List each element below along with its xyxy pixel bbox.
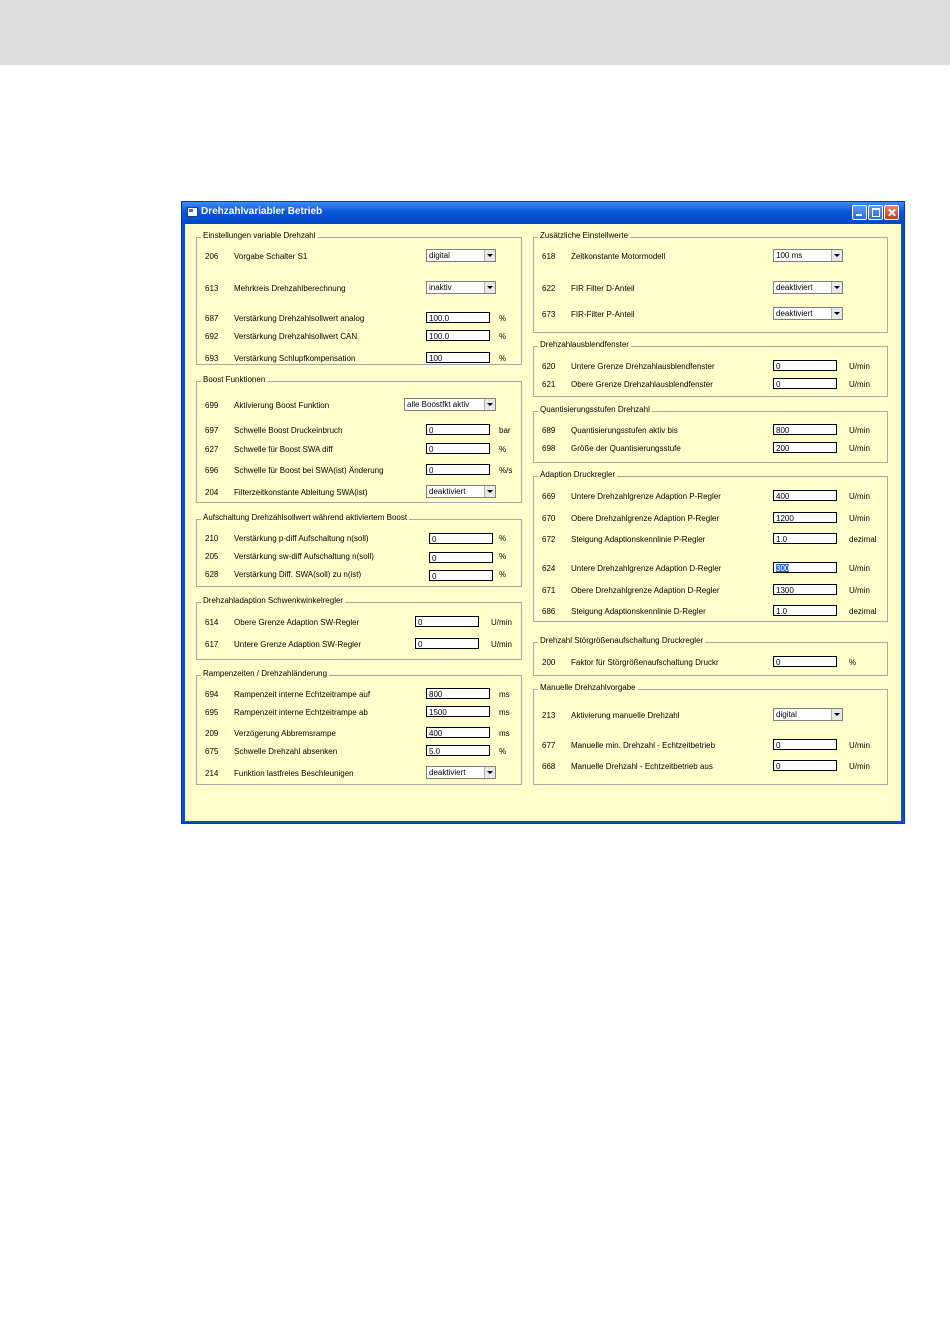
param-label: Rampenzeit interne Echtzeitrampe auf: [234, 690, 371, 699]
param-row-696: [205, 464, 515, 478]
param-label: Verstärkung Diff. SWA(soll) zu n(ist): [234, 570, 362, 579]
chevron-down-icon[interactable]: [831, 250, 842, 261]
group-manuelle-drehzahlvorgabe: [533, 683, 888, 785]
param-number: 677: [542, 741, 556, 750]
param-label: Rampenzeit interne Echtzeitrampe ab: [234, 708, 368, 717]
param-row-620: [542, 360, 882, 374]
param-unit: %: [499, 354, 507, 363]
param-unit: U/min: [849, 514, 870, 523]
param-row-205: [205, 550, 515, 564]
verstaerkung-can-input[interactable]: 100.0: [426, 330, 490, 341]
fir-p-anteil-dropdown[interactable]: [773, 307, 843, 320]
param-number: 694: [205, 690, 219, 699]
param-row-213: [542, 709, 882, 723]
group-boost-funktionen: [196, 375, 522, 503]
verstaerkung-analog-input[interactable]: 100.0: [426, 312, 490, 323]
dropdown-value: deaktiviert: [776, 309, 813, 318]
param-row-669: [542, 490, 882, 504]
param-number: 622: [542, 284, 556, 293]
param-label: Steigung Adaptionskennlinie D-Regler: [571, 607, 706, 616]
param-row-614: [205, 616, 515, 630]
param-number: 687: [205, 314, 219, 323]
group-aufschaltung-drehzahlsollwert: [196, 513, 522, 587]
param-label: Manuelle Drehzahl - Echtzeitbetrieb aus: [571, 762, 713, 771]
group-adaption-druckregler: [533, 470, 888, 622]
param-number: 670: [542, 514, 556, 523]
title-bar[interactable]: [182, 202, 904, 224]
param-row-689: [542, 424, 882, 438]
param-row-698: [542, 442, 882, 456]
rampe-ab-input[interactable]: 1500: [426, 706, 490, 717]
manuelle-drehzahl-aus-input[interactable]: 0: [773, 760, 837, 771]
param-row-695: [205, 706, 515, 720]
param-unit: U/min: [849, 362, 870, 371]
param-label: Untere Grenze Adaption SW-Regler: [234, 640, 362, 649]
param-row-209: [205, 727, 515, 741]
param-label: Schwelle Drehzahl absenken: [234, 747, 338, 756]
rampe-auf-input[interactable]: 800: [426, 688, 490, 699]
group-title: Adaption Druckregler: [540, 470, 616, 479]
param-number: 672: [542, 535, 556, 544]
param-label: Mehrkreis Drehzahlberechnung: [234, 284, 346, 293]
maximize-button[interactable]: [868, 205, 883, 220]
param-row-617: [205, 638, 515, 652]
manuelle-min-drehzahl-input[interactable]: 0: [773, 739, 837, 750]
param-row-675: [205, 745, 515, 759]
param-number: 692: [205, 332, 219, 341]
steigung-d-regler-input[interactable]: 1.0: [773, 605, 837, 616]
group-title: Drehzahladaption Schwenkwinkelregler: [203, 596, 344, 605]
param-number: 669: [542, 492, 556, 501]
param-label: Verstärkung Drehzahlsollwert CAN: [234, 332, 358, 341]
param-row-627: [205, 443, 515, 457]
param-row-687: [205, 312, 515, 326]
param-row-210: [205, 532, 515, 546]
chevron-down-icon[interactable]: [484, 282, 495, 293]
param-row-624: [542, 562, 882, 576]
group-stoergroessenaufschaltung: [533, 636, 888, 676]
param-number: 210: [205, 534, 219, 543]
selected-text: 300: [776, 564, 790, 573]
param-unit: U/min: [491, 618, 512, 627]
param-number: 696: [205, 466, 219, 475]
minimize-button[interactable]: [852, 205, 867, 220]
param-label: Untere Drehzahlgrenze Adaption P-Regler: [571, 492, 721, 501]
dropdown-value: deaktiviert: [776, 283, 813, 292]
param-label: Filterzeitkonstante Ableitung SWA(ist): [234, 488, 368, 497]
param-label: Untere Grenze Drehzahlausblendfenster: [571, 362, 715, 371]
chevron-down-icon[interactable]: [831, 709, 842, 720]
obere-grenze-sw-input[interactable]: 0: [415, 616, 479, 627]
param-unit: %: [499, 314, 507, 323]
param-label: Obere Drehzahlgrenze Adaption D-Regler: [571, 586, 720, 595]
param-label: Verstärkung Drehzahlsollwert analog: [234, 314, 365, 323]
param-unit: %: [499, 570, 507, 579]
param-label: Untere Drehzahlgrenze Adaption D-Regler: [571, 564, 722, 573]
param-row-668: [542, 760, 882, 774]
param-label: Manuelle min. Drehzahl - Echtzeitbetrieb: [571, 741, 716, 750]
p-diff-input[interactable]: 0: [429, 533, 493, 544]
param-row-628: [205, 568, 515, 582]
param-row-697: [205, 424, 515, 438]
param-number: 613: [205, 284, 219, 293]
param-row-670: [542, 512, 882, 526]
group-title: Rampenzeiten / Drehzahländerung: [203, 669, 328, 678]
param-number: 214: [205, 769, 219, 778]
param-unit: U/min: [849, 741, 870, 750]
param-number: 614: [205, 618, 219, 627]
param-unit: %/s: [499, 466, 513, 475]
param-number: 209: [205, 729, 219, 738]
param-unit: %: [499, 747, 507, 756]
stoergroessen-faktor-input[interactable]: 0: [773, 656, 837, 667]
window-title: Drehzahlvariabler Betrieb: [201, 206, 323, 217]
chevron-down-icon[interactable]: [484, 250, 495, 261]
param-unit: ms: [499, 729, 510, 738]
obere-ausblend-input[interactable]: 0: [773, 378, 837, 389]
param-label: Obere Grenze Adaption SW-Regler: [234, 618, 360, 627]
param-number: 624: [542, 564, 556, 573]
obere-d-regler-input[interactable]: 1300: [773, 584, 837, 595]
group-title: Boost Funktionen: [203, 375, 266, 384]
param-number: 617: [205, 640, 219, 649]
param-row-693: [205, 352, 515, 366]
param-unit: %: [499, 534, 507, 543]
param-row-672: [542, 533, 882, 547]
param-number: 699: [205, 401, 219, 410]
param-unit: dezimal: [849, 607, 877, 616]
param-unit: ms: [499, 690, 510, 699]
param-unit: bar: [499, 426, 511, 435]
param-unit: U/min: [849, 426, 870, 435]
fir-d-anteil-dropdown[interactable]: [773, 281, 843, 294]
group-title: Drehzahl Störgrößenaufschaltung Druckregler: [540, 636, 704, 645]
param-number: 697: [205, 426, 219, 435]
param-label: Obere Drehzahlgrenze Adaption P-Regler: [571, 514, 720, 523]
param-row-686: [542, 605, 882, 619]
param-label: FIR Filter D-Anteil: [571, 284, 635, 293]
dropdown-value: 100 ms: [776, 251, 803, 260]
param-unit: U/min: [849, 492, 870, 501]
param-row-214: [205, 767, 515, 781]
param-label: Obere Grenze Drehzahlausblendfenster: [571, 380, 713, 389]
param-number: 204: [205, 488, 219, 497]
param-unit: ms: [499, 708, 510, 717]
dialog-window: [181, 201, 905, 824]
param-row-673: [542, 308, 882, 322]
param-number: 206: [205, 252, 219, 261]
param-row-677: [542, 739, 882, 753]
param-unit: %: [499, 552, 507, 561]
group-title: Manuelle Drehzahlvorgabe: [540, 683, 636, 692]
dropdown-value: deaktiviert: [429, 768, 466, 777]
group-title: Quantisierungsstufen Drehzahl: [540, 405, 650, 414]
param-unit: U/min: [849, 380, 870, 389]
param-label: Vorgabe Schalter S1: [234, 252, 308, 261]
chevron-down-icon[interactable]: [484, 486, 495, 497]
group-zusaetzliche-einstellwerte: [533, 231, 888, 333]
param-number: 698: [542, 444, 556, 453]
sw-diff-input[interactable]: 0: [429, 552, 493, 563]
param-label: Verstärkung sw-diff Aufschaltung n(soll): [234, 552, 374, 561]
boost-funktion-dropdown[interactable]: [404, 398, 496, 411]
param-row-694: [205, 688, 515, 702]
filterzeitkonstante-dropdown[interactable]: [426, 485, 496, 498]
param-row-621: [542, 378, 882, 392]
chevron-down-icon[interactable]: [831, 308, 842, 319]
param-unit: U/min: [849, 564, 870, 573]
param-number: 671: [542, 586, 556, 595]
param-label: Zeitkonstante Motormodell: [571, 252, 666, 261]
param-row-200: [542, 656, 882, 670]
untere-grenze-sw-input[interactable]: 0: [415, 638, 479, 649]
param-unit: %: [499, 445, 507, 454]
group-title: Aufschaltung Drehzahlsollwert während aktiviertem Boost: [203, 513, 408, 522]
param-number: 689: [542, 426, 556, 435]
swa-aenderung-input[interactable]: 0: [426, 464, 490, 475]
param-label: Schwelle für Boost SWA diff: [234, 445, 333, 454]
quantisierung-aktiv-input[interactable]: 800: [773, 424, 837, 435]
untere-p-regler-input[interactable]: 400: [773, 490, 837, 501]
dropdown-value: deaktiviert: [429, 487, 466, 496]
dialog-client-area: [185, 224, 901, 821]
param-unit: %: [849, 658, 857, 667]
drehzahl-absenken-input[interactable]: 5.0: [426, 745, 490, 756]
param-row-613: [205, 282, 515, 296]
druckeinbruch-input[interactable]: 0: [426, 424, 490, 435]
param-number: 200: [542, 658, 556, 667]
manuelle-drehzahl-dropdown[interactable]: [773, 708, 843, 721]
group-title: Zusätzliche Einstellwerte: [540, 231, 629, 240]
quantisierungsstufe-input[interactable]: 200: [773, 442, 837, 453]
param-unit: %: [499, 332, 507, 341]
param-row-699: [205, 399, 515, 413]
param-label: Größe der Quantisierungsstufe: [571, 444, 681, 453]
param-number: 675: [205, 747, 219, 756]
param-number: 668: [542, 762, 556, 771]
param-row-671: [542, 584, 882, 598]
param-number: 621: [542, 380, 556, 389]
param-label: Schwelle für Boost bei SWA(ist) Änderung: [234, 466, 384, 475]
close-button[interactable]: [884, 205, 899, 220]
param-number: 673: [542, 310, 556, 319]
param-unit: U/min: [849, 444, 870, 453]
untere-ausblend-input[interactable]: 0: [773, 360, 837, 371]
param-number: 213: [542, 711, 556, 720]
dropdown-value: inaktiv: [429, 283, 452, 292]
swa-diff-input[interactable]: 0: [426, 443, 490, 454]
param-row-206: [205, 250, 515, 264]
param-number: 205: [205, 552, 219, 561]
dropdown-value: digital: [429, 251, 450, 260]
param-label: Verstärkung Schlupfkompensation: [234, 354, 356, 363]
param-label: Quantisierungsstufen aktiv bis: [571, 426, 678, 435]
lastfreies-beschleunigen-dropdown[interactable]: [426, 766, 496, 779]
param-unit: U/min: [849, 586, 870, 595]
dropdown-value: alle Boostfkt aktiv: [407, 400, 470, 409]
abbremsrampe-input[interactable]: 400: [426, 727, 490, 738]
schlupfkompensation-input[interactable]: 100: [426, 352, 490, 363]
param-number: 628: [205, 570, 219, 579]
steigung-p-regler-input[interactable]: 1.0: [773, 533, 837, 544]
vorgabe-schalter-dropdown[interactable]: [426, 249, 496, 262]
param-number: 618: [542, 252, 556, 261]
chevron-down-icon[interactable]: [831, 282, 842, 293]
param-row-204: [205, 486, 515, 500]
group-rampenzeiten: [196, 669, 522, 785]
param-label: FIR-Filter P-Anteil: [571, 310, 635, 319]
group-drehzahladaption-sw-regler: [196, 596, 522, 660]
param-number: 627: [205, 445, 219, 454]
dropdown-value: digital: [776, 710, 797, 719]
param-row-692: [205, 330, 515, 344]
group-quantisierungsstufen: [533, 405, 888, 463]
param-label: Verzögerung Abbremsrampe: [234, 729, 336, 738]
app-icon: [187, 207, 198, 217]
mehrkreis-dropdown[interactable]: [426, 281, 496, 294]
param-number: 620: [542, 362, 556, 371]
group-einstellungen-variable-drehzahl: [196, 231, 522, 365]
param-label: Steigung Adaptionskennlinie P-Regler: [571, 535, 706, 544]
page-header-band: [0, 0, 950, 65]
param-unit: U/min: [849, 762, 870, 771]
zeitkonstante-dropdown[interactable]: [773, 249, 843, 262]
diff-swa-input[interactable]: 0: [429, 570, 493, 581]
param-number: 686: [542, 607, 556, 616]
param-unit: U/min: [491, 640, 512, 649]
param-row-618: [542, 250, 882, 264]
param-label: Faktor für Störgrößenaufschaltung Druckr: [571, 658, 719, 667]
param-label: Verstärkung p-diff Aufschaltung n(soll): [234, 534, 369, 543]
param-label: Aktivierung manuelle Drehzahl: [571, 711, 680, 720]
param-number: 695: [205, 708, 219, 717]
param-unit: dezimal: [849, 535, 877, 544]
group-title: Einstellungen variable Drehzahl: [203, 231, 316, 240]
chevron-down-icon[interactable]: [484, 767, 495, 778]
param-number: 693: [205, 354, 219, 363]
untere-d-regler-input[interactable]: [773, 562, 837, 573]
obere-p-regler-input[interactable]: 1200: [773, 512, 837, 523]
group-drehzahlausblendfenster: [533, 340, 888, 397]
chevron-down-icon[interactable]: [484, 399, 495, 410]
param-label: Aktivierung Boost Funktion: [234, 401, 330, 410]
param-label: Schwelle Boost Druckeinbruch: [234, 426, 343, 435]
group-title: Drehzahlausblendfenster: [540, 340, 629, 349]
param-row-622: [542, 282, 882, 296]
param-label: Funktion lastfreies Beschleunigen: [234, 769, 354, 778]
